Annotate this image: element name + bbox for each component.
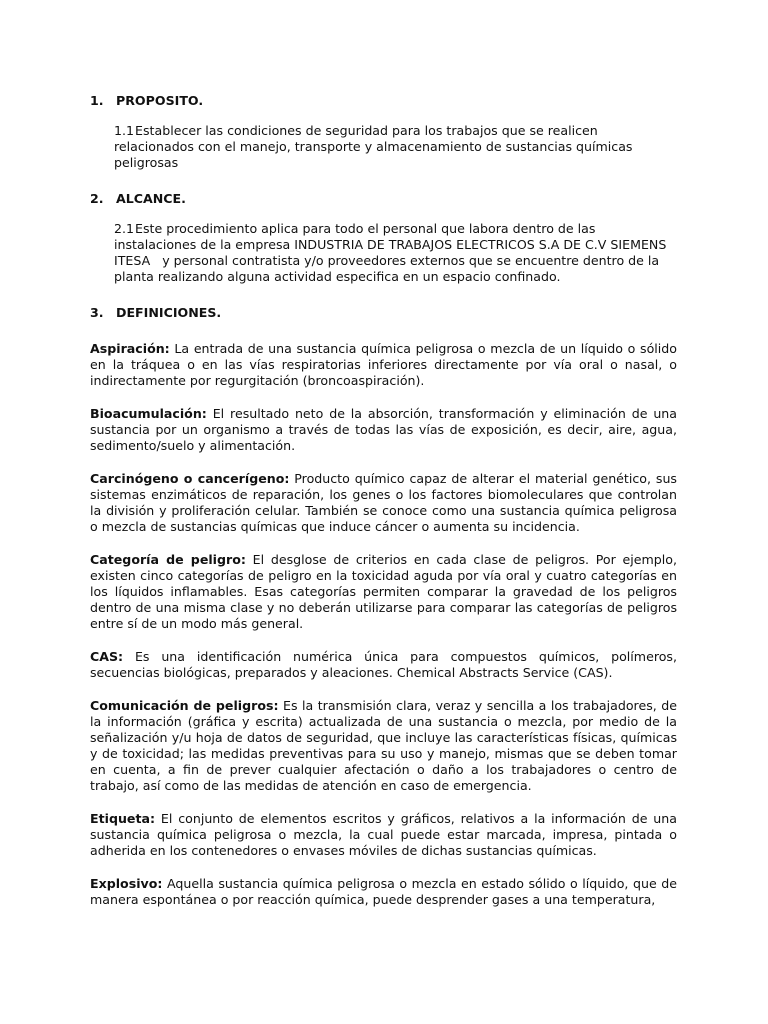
definition-text: Es la transmisión clara, veraz y sencilla a los trabajadores, de la información (gráfica y escrita) actualizada de una sustancia o mezcla, por medio de la señalización y/u hoja de datos de seguridad, que incluye las características físicas, químicas y de toxicidad; las medidas preventivas para su uso y manejo, mismas que se deben tomar en cuenta, a fin de prever cualquier afectación o daño a los trabajadores o centro de trabajo, así como de las medidas de atención en caso de emergencia. bbox=[90, 698, 677, 793]
definition-term: Etiqueta: bbox=[90, 811, 156, 826]
section-heading-definiciones bbox=[90, 305, 677, 321]
section-title: PROPOSITO. bbox=[116, 93, 204, 108]
section-heading-proposito bbox=[90, 93, 677, 109]
section-number: 3. bbox=[90, 305, 104, 320]
document-page bbox=[90, 93, 677, 908]
definition-cas bbox=[90, 649, 677, 681]
definition-term: CAS: bbox=[90, 649, 124, 664]
definition-term: Carcinógeno o cancerígeno: bbox=[90, 471, 290, 486]
definition-text: Es una identificación numérica única para compuestos químicos, polímeros, secuencias biológicas, preparados y aleaciones. Chemical Abstracts Service (CAS). bbox=[90, 649, 677, 680]
definition-etiqueta bbox=[90, 811, 677, 859]
definition-text: El conjunto de elementos escritos y gráficos, relativos a la información de una sustancia química peligrosa o mezcla, la cual puede estar marcada, impresa, pintada o adherida en los contenedores o envases móviles de dichas sustancias químicas. bbox=[90, 811, 677, 858]
definition-term: Bioacumulación: bbox=[90, 406, 207, 421]
definition-term: Aspiración: bbox=[90, 341, 170, 356]
definition-text: El resultado neto de la absorción, transformación y eliminación de una sustancia por un organismo a través de todas las vías de exposición, es decir, aire, agua, sedimento/suelo y alimentación. bbox=[90, 406, 677, 453]
definition-carcinogeno bbox=[90, 471, 677, 535]
definition-aspiracion bbox=[90, 341, 677, 389]
definition-term: Explosivo: bbox=[90, 876, 163, 891]
definition-explosivo bbox=[90, 876, 677, 908]
definition-text: Producto químico capaz de alterar el material genético, sus sistemas enzimáticos de reparación, los genes o los factores biomoleculares que controlan la división y proliferación celular. También se conoce como una sustancia química peligrosa o mezcla de sustancias químicas que induce cáncer o aumenta su incidencia. bbox=[90, 471, 677, 534]
subsection-number: 2.1 bbox=[114, 221, 135, 236]
definition-categoria-de-peligro bbox=[90, 552, 677, 632]
subsection-number: 1.1 bbox=[114, 123, 135, 138]
definition-text: Aquella sustancia química peligrosa o mezcla en estado sólido o líquido, que de manera espontánea o por reacción química, puede desprender gases a una temperatura, bbox=[90, 876, 677, 907]
section-paragraph-proposito bbox=[114, 123, 677, 171]
section-paragraph-alcance bbox=[114, 221, 677, 285]
definition-text: El desglose de criterios en cada clase de peligros. Por ejemplo, existen cinco categorías de peligro en la toxicidad aguda por vía oral y cuatro categorías en los líquidos inflamables. Esas categorías permiten comparar la gravedad de los peligros dentro de una misma clase y no deberán utilizarse para comparar las categorías de peligros entre sí de un modo más general. bbox=[90, 552, 677, 631]
definition-text: La entrada de una sustancia química peligrosa o mezcla de un líquido o sólido en la tráquea o en las vías respiratorias inferiores directamente por vía oral o nasal, o indirectamente por regurgitación (broncoaspiración). bbox=[90, 341, 677, 388]
subsection-text: Establecer las condiciones de seguridad para los trabajos que se realicen relacionados con el manejo, transporte y almacenamiento de sustancias químicas peligrosas bbox=[114, 123, 633, 170]
definition-term: Categoría de peligro: bbox=[90, 552, 246, 567]
definition-bioacumulacion bbox=[90, 406, 677, 454]
section-title: DEFINICIONES. bbox=[116, 305, 222, 320]
definition-term: Comunicación de peligros: bbox=[90, 698, 279, 713]
section-heading-alcance bbox=[90, 191, 677, 207]
section-title: ALCANCE. bbox=[116, 191, 186, 206]
section-number: 2. bbox=[90, 191, 104, 206]
section-number: 1. bbox=[90, 93, 104, 108]
definition-comunicacion-de-peligros bbox=[90, 698, 677, 794]
subsection-text: Este procedimiento aplica para todo el personal que labora dentro de las instalaciones de la empresa INDUSTRIA DE TRABAJOS ELECTRICOS S.A DE C.V SIEMENS ITESA y personal contratista y/o proveedores externos que se encuentre dentro de la planta realizando alguna actividad especifica en un espacio confinado. bbox=[114, 221, 671, 284]
